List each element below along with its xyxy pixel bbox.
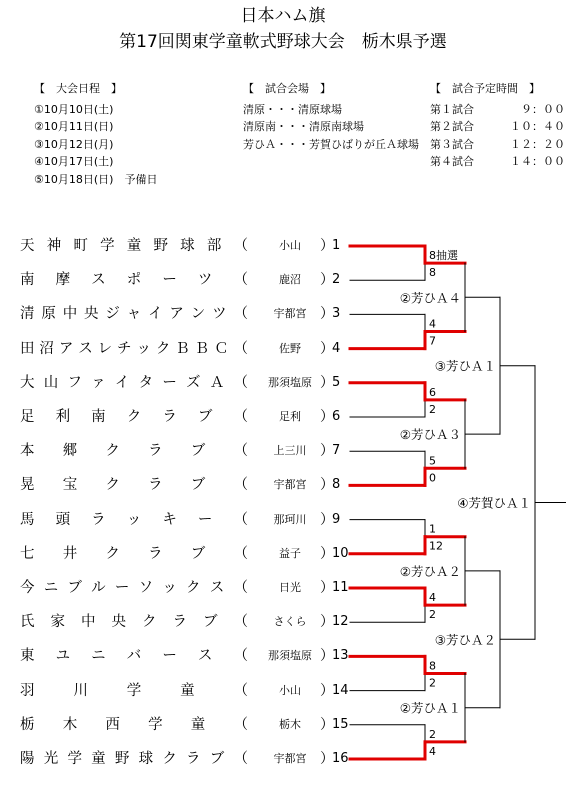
- close-paren: ）: [320, 511, 334, 528]
- team-number: 9: [332, 511, 341, 527]
- venue-item: 清原南・・・清原南球場: [243, 120, 364, 133]
- team-city: 那須塩原: [268, 649, 312, 663]
- score-label: 4: [429, 744, 436, 758]
- team-city: 佐野: [279, 341, 301, 355]
- team-name: 羽 川 学 童 （: [20, 682, 248, 699]
- game-time: １２：２０: [510, 137, 565, 151]
- score-label: 2: [429, 676, 436, 690]
- score-label: 2: [429, 608, 436, 622]
- game-label: 第４試合: [430, 155, 474, 168]
- round-label: ④芳賀ひＡ１: [457, 495, 531, 511]
- round-label: ②芳ひＡ４: [399, 290, 461, 306]
- close-paren: ）: [320, 716, 334, 733]
- team-name: 今 ニ ブ ル ー ソ ッ ク ス （: [20, 580, 248, 596]
- page-title: 日本ハム旗: [240, 6, 326, 26]
- team-city: 小山: [279, 683, 301, 697]
- game-label: 第１試合: [430, 102, 474, 116]
- score-label: 1: [429, 522, 436, 536]
- team-number: 16: [332, 751, 349, 766]
- round-label: ②芳ひＡ３: [399, 427, 461, 443]
- team-number: 4: [332, 340, 341, 356]
- schedule-header: 【 大会日程 】: [34, 82, 122, 95]
- schedule-item: ④10月17日(土): [34, 155, 114, 168]
- team-name: 七 井 ク ラ ブ （: [20, 545, 248, 562]
- game-label: 第３試合: [430, 137, 474, 151]
- score-label: 8: [429, 266, 436, 280]
- team-number: 6: [332, 409, 341, 424]
- game-label: 第２試合: [430, 120, 474, 133]
- team-city: 宇都宮: [273, 307, 307, 321]
- close-paren: ）: [320, 306, 334, 323]
- team-city: 益子: [279, 546, 301, 560]
- team-number: 10: [332, 545, 349, 561]
- close-paren: ）: [320, 682, 334, 699]
- schedule-item: ⑤10月18日(日) 予備日: [34, 172, 158, 186]
- venue-header: 【 試合会場 】: [243, 82, 331, 95]
- close-paren: ）: [320, 374, 334, 391]
- score-label: 8抽選: [429, 249, 458, 263]
- team-number: 1: [332, 238, 341, 253]
- team-city: さくら: [273, 615, 307, 629]
- close-paren: ）: [320, 443, 334, 460]
- round-label: ③芳ひＡ１: [434, 358, 496, 374]
- round-label: ②芳ひＡ２: [399, 563, 461, 579]
- close-paren: ）: [320, 238, 334, 254]
- game-time: ９：００: [521, 102, 565, 116]
- team-city: 那須塩原: [268, 375, 312, 389]
- team-number: 3: [332, 306, 341, 322]
- team-name: 陽 光 学 童 野 球 ク ラ ブ （: [20, 751, 248, 767]
- team-city: 日光: [279, 581, 301, 594]
- game-time: １４：００: [510, 155, 565, 168]
- team-number: 2: [332, 272, 341, 288]
- close-paren: ）: [320, 477, 334, 494]
- score-label: 7: [429, 334, 436, 348]
- team-city: 宇都宮: [273, 752, 307, 765]
- score-label: 12: [429, 539, 443, 553]
- team-number: 11: [332, 580, 349, 595]
- schedule-item: ②10月11日(日): [34, 120, 114, 133]
- team-name: 栃 木 西 学 童 （: [20, 716, 248, 733]
- team-number: 5: [332, 374, 341, 390]
- score-label: 4: [429, 591, 436, 605]
- team-city: 栃木: [279, 717, 301, 731]
- score-label: 8: [429, 659, 436, 673]
- team-city: 鹿沼: [279, 273, 301, 287]
- close-paren: ）: [320, 648, 334, 665]
- score-label: 5: [429, 454, 436, 468]
- team-name: 氏 家 中 央 ク ラ ブ （: [20, 614, 248, 631]
- team-name: 馬 頭 ラ ッ キ ー （: [20, 511, 248, 528]
- team-name: 南 摩 ス ポ ー ツ （: [20, 272, 248, 289]
- team-name: 東 ユ ニ バ ー ス （: [20, 648, 248, 665]
- game-time: １０：４０: [510, 120, 565, 133]
- score-label: 6: [429, 385, 436, 399]
- close-paren: ）: [320, 545, 334, 562]
- team-number: 12: [332, 614, 349, 630]
- team-name: 足 利 南 ク ラ ブ （: [20, 409, 248, 425]
- score-label: 0: [429, 471, 436, 485]
- close-paren: ）: [320, 580, 334, 596]
- score-label: 2: [429, 727, 436, 741]
- team-city: 那珂川: [273, 512, 307, 526]
- team-name: 天 神 町 学 童 野 球 部 （: [20, 238, 248, 254]
- team-city: 宇都宮: [273, 478, 307, 492]
- close-paren: ）: [320, 614, 334, 631]
- close-paren: ）: [320, 751, 334, 767]
- venue-item: 清原・・・清原球場: [243, 102, 342, 116]
- close-paren: ）: [320, 409, 334, 425]
- close-paren: ）: [320, 340, 334, 357]
- team-city: 上三川: [273, 444, 307, 458]
- round-label: ②芳ひＡ１: [399, 700, 461, 716]
- time-header: 【 試合予定時間 】: [430, 82, 540, 95]
- team-name: 大 山 フ ァ イ タ ー ズ Ａ （: [20, 374, 248, 391]
- team-city: 小山: [279, 239, 301, 252]
- team-number: 13: [332, 648, 349, 664]
- team-name: 晃 宝 ク ラ ブ （: [20, 477, 248, 494]
- schedule-item: ①10月10日(土): [34, 102, 114, 116]
- page-subtitle: 第17回関東学童軟式野球大会 栃木県予選: [119, 32, 447, 52]
- score-label: 2: [429, 402, 436, 416]
- round-label: ③芳ひＡ２: [434, 632, 496, 648]
- team-name: 清 原 中 央 ジ ャ イ ア ン ツ （: [20, 306, 248, 323]
- schedule-item: ③10月12日(月): [34, 137, 114, 151]
- team-number: 8: [332, 477, 341, 493]
- team-number: 7: [332, 443, 341, 459]
- team-number: 15: [332, 716, 349, 732]
- team-number: 14: [332, 682, 349, 698]
- score-label: 4: [429, 317, 436, 331]
- team-name: 田 沼 ア ス レ チ ッ ク Ｂ Ｂ Ｃ （: [20, 340, 248, 357]
- team-city: 足利: [279, 410, 301, 423]
- team-name: 本 郷 ク ラ ブ （: [20, 443, 248, 460]
- close-paren: ）: [320, 272, 334, 289]
- venue-item: 芳ひＡ・・・芳賀ひばりが丘Ａ球場: [243, 137, 419, 151]
